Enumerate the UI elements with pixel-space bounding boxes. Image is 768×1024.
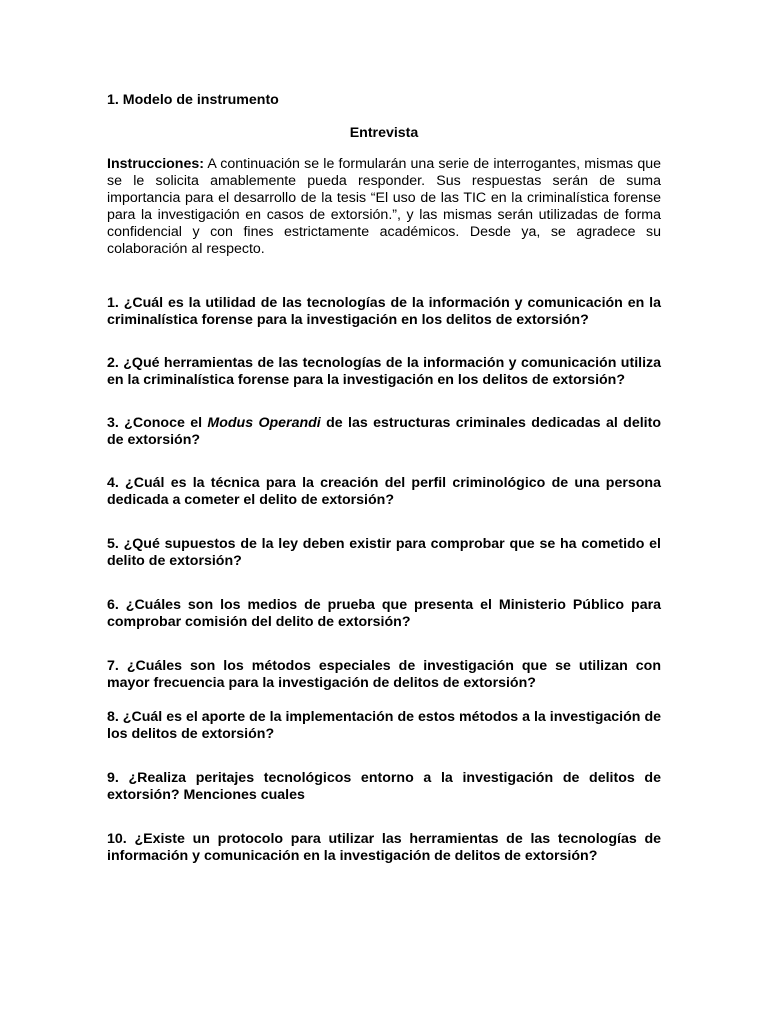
instructions-paragraph: [107, 156, 661, 258]
document-title: Entrevista: [349, 125, 419, 141]
question-5: 5. ¿Qué supuestos de la ley deben existir para comprobar que se ha cometido el delito de extorsión?: [107, 536, 661, 569]
instructions-text: A continuación se le formularán una serie de interrogantes, mismas que se le solicita amablemente pueda responder. Sus respuestas serán de suma importancia para el desarrollo de la tesis “El uso de las TIC en la criminalística forense para la investigación en casos de extorsión.”, y las mismas serán utilizadas de forma confidencial y con fines estrictamente académicos. Desde ya, se agradece su colaboración al respecto.: [107, 156, 661, 257]
question-3-prefix: 3. ¿Conoce el: [107, 415, 208, 431]
question-4: 4. ¿Cuál es la técnica para la creación del perfil criminológico de una persona dedicada a cometer el delito de extorsión?: [107, 475, 661, 508]
question-9: 9. ¿Realiza peritajes tecnológicos entorno a la investigación de delitos de extorsión? Menciones cuales: [107, 770, 661, 803]
question-8: 8. ¿Cuál es el aporte de la implementación de estos métodos a la investigación de los delitos de extorsión?: [107, 709, 661, 742]
question-3-suffix: de las estructuras criminales dedicadas al delito de extorsión?: [107, 415, 661, 448]
document-body: [107, 92, 661, 865]
question-1: 1. ¿Cuál es la utilidad de las tecnologías de la información y comunicación en la criminalística forense para la investigación en los delitos de extorsión?: [107, 295, 661, 328]
question-2: 2. ¿Qué herramientas de las tecnologías de la información y comunicación utiliza en la criminalística forense para la investigación en los delitos de extorsión?: [107, 355, 661, 388]
question-6: 6. ¿Cuáles son los medios de prueba que presenta el Ministerio Público para comprobar comisión del delito de extorsión?: [107, 597, 661, 630]
instructions-label: Instrucciones:: [107, 156, 204, 172]
question-3: [107, 415, 661, 449]
question-3-italic-term: Modus Operandi: [207, 415, 321, 431]
section-heading: 1. Modelo de instrumento: [107, 92, 279, 108]
question-10: 10. ¿Existe un protocolo para utilizar las herramientas de las tecnologías de información y comunicación en la investigación de delitos de extorsión?: [107, 831, 661, 864]
question-7: 7. ¿Cuáles son los métodos especiales de investigación que se utilizan con mayor frecuencia para la investigación de delitos de extorsión?: [107, 658, 661, 691]
